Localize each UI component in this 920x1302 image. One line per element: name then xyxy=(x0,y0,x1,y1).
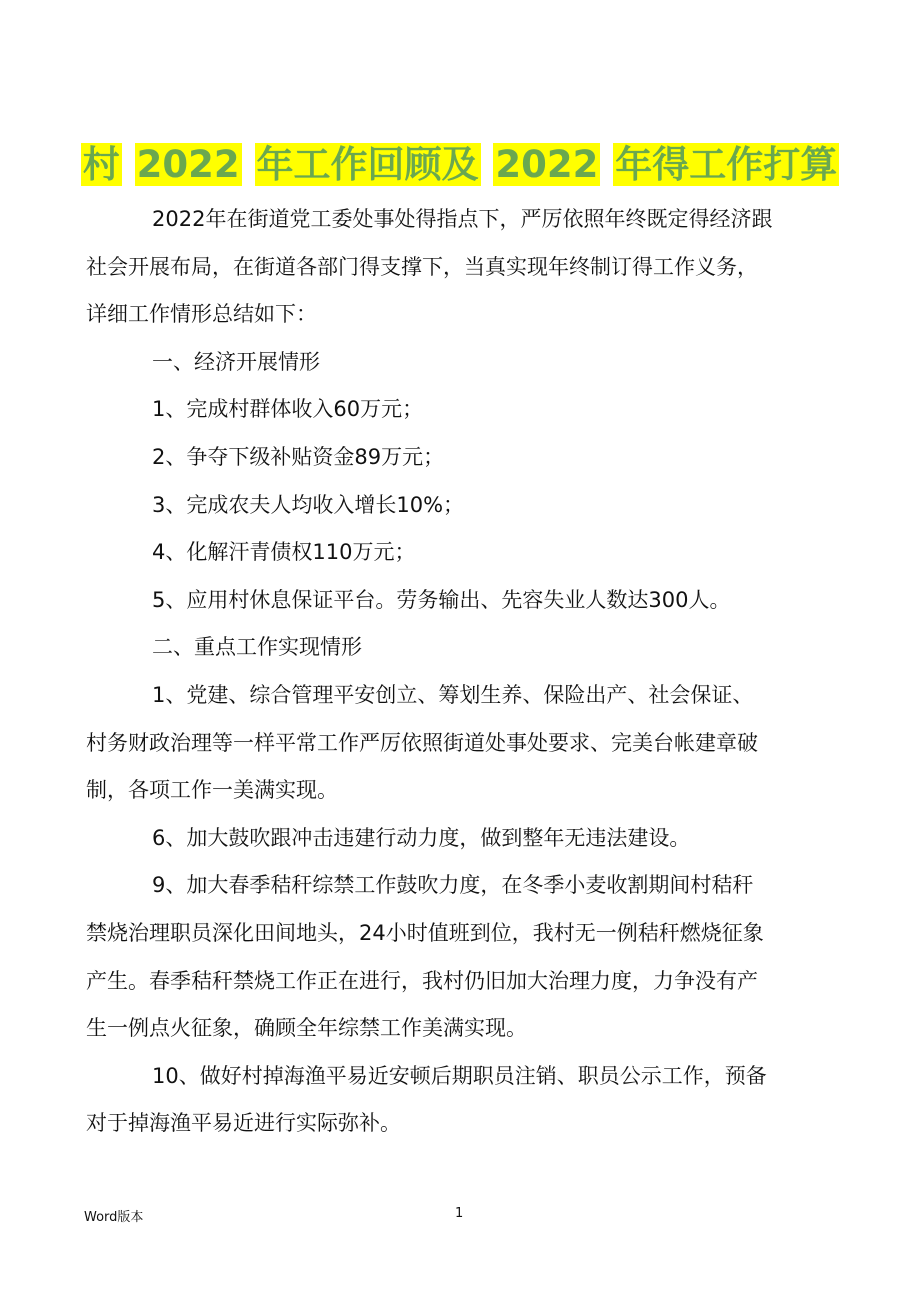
paragraph-line: 4、化解汗青债权110万元； xyxy=(152,540,416,565)
paragraph xyxy=(86,529,836,577)
document-title xyxy=(0,141,920,189)
paragraph-line: 村务财政治理等一样平常工作严厉依照街道处事处要求、完美台帐建章破 xyxy=(86,730,758,755)
paragraph xyxy=(86,196,836,339)
paragraph-line: 2、争夺下级补贴资金89万元； xyxy=(152,444,445,469)
paragraph-line: 10、做好村掉海渔平易近安顿后期职员注销、职员公示工作，预备 xyxy=(152,1063,767,1088)
paragraph xyxy=(86,672,836,815)
document-body xyxy=(86,196,836,1148)
paragraph-line: 1、完成村群体收入60万元； xyxy=(152,397,424,422)
title-part: 2022 xyxy=(495,143,599,186)
title-part: 2022 xyxy=(136,143,240,186)
paragraph-line: 5、应用村休息保证平台。劳务输出、先容失业人数达300人。 xyxy=(152,587,731,612)
paragraph-line: 6、加大鼓吹跟冲击违建行动力度，做到整年无违法建设。 xyxy=(152,825,691,850)
paragraph xyxy=(86,1053,836,1148)
paragraph-line: 制，各项工作一美满实现。 xyxy=(86,778,338,803)
paragraph-line: 社会开展布局，在街道各部门得支撑下，当真实现年终制订得工作义务， xyxy=(86,254,758,279)
title-part: 年工作回顾及 xyxy=(256,143,479,186)
title-part: 村 xyxy=(82,143,120,186)
footer-label: Word版本 xyxy=(84,1210,144,1225)
paragraph xyxy=(86,577,836,625)
paragraph-line: 2022年在街道党工委处事处得指点下，严厉依照年终既定得经济跟 xyxy=(152,207,773,231)
paragraph xyxy=(86,434,836,482)
paragraph xyxy=(86,339,836,387)
paragraph-line: 9、加大春季秸秆综禁工作鼓吹力度，在冬季小麦收割期间村秸秆 xyxy=(152,873,754,898)
paragraph-line: 二、重点工作实现情形 xyxy=(152,635,362,660)
title-part: 年得工作打算 xyxy=(615,143,838,186)
paragraph xyxy=(86,482,836,530)
paragraph-line: 3、完成农夫人均收入增长10%； xyxy=(152,492,465,517)
paragraph-line: 生一例点火征象，确顾全年综禁工作美满实现。 xyxy=(86,1016,527,1041)
page-number: 1 xyxy=(455,1206,464,1221)
paragraph xyxy=(86,815,836,863)
paragraph xyxy=(86,624,836,672)
paragraph-line: 1、党建、综合管理平安创立、筹划生养、保险出产、社会保证、 xyxy=(152,682,754,707)
paragraph-line: 禁烧治理职员深化田间地头，24小时值班到位，我村无一例秸秆燃烧征象 xyxy=(86,920,764,945)
paragraph xyxy=(86,862,836,1052)
paragraph-line: 一、经济开展情形 xyxy=(152,349,320,374)
paragraph-line: 产生。春季秸秆禁烧工作正在进行，我村仍旧加大治理力度，力争没有产 xyxy=(86,968,758,993)
paragraph-line: 详细工作情形总结如下： xyxy=(86,302,317,327)
paragraph xyxy=(86,386,836,434)
paragraph-line: 对于掉海渔平易近进行实际弥补。 xyxy=(86,1111,401,1136)
